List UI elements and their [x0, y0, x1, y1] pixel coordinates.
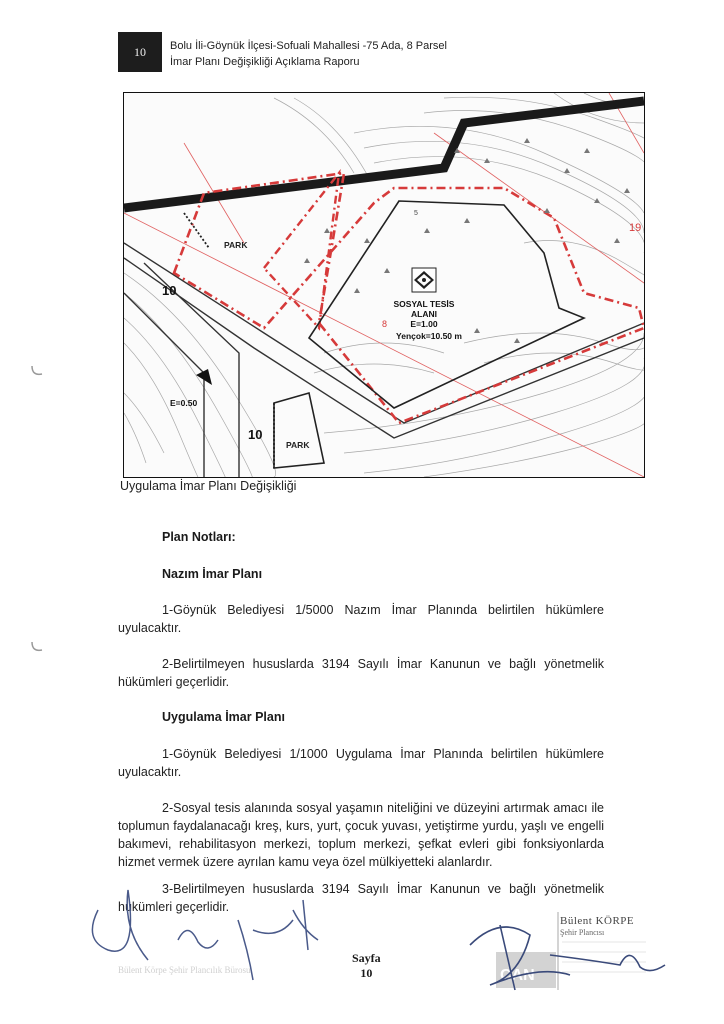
zoning-map [123, 92, 645, 478]
label-park-bottom: PARK [286, 440, 310, 450]
uygulama-note-2-text: 2-Sosyal tesis alanında sosyal yaşamın niteliğini ve düzeyini artırmak amacı ile toplumun faydalanacağı kreş, kurs, yurt, çocuk yuvası, yetiştirme yurdu, yaşlı ve engelli bakımevi, rehabilitasyon merkezi, toplum merkezi, şefkat evleri gibi fonksiyonlarda hizmet vermek üzere ayrılan kamu veya özel mülkiyetteki alanlardır. [118, 801, 604, 869]
nazim-note-1 [118, 601, 604, 637]
header-page-number: 10 [118, 32, 162, 72]
label-e-value: E=1.00 [410, 319, 438, 329]
stamp-planner-name: Bülent KÖRPE [560, 915, 635, 927]
plan-boundary [174, 173, 644, 423]
label-parcel-19: 19 [629, 222, 642, 234]
road-edges [124, 243, 644, 477]
footer-page-label: Sayfa [352, 951, 381, 965]
uygulama-note-3-text: 3-Belirtilmeyen hususlarda 3194 Sayılı İmar Kanunun ve bağlı yönetmelik hükümleri geçerlidir. [118, 882, 604, 914]
uygulama-note-1 [118, 745, 604, 781]
nazim-note-1-text: 1-Göynük Belediyesi 1/5000 Nazım İmar Planında belirtilen hükümlere uyulacaktır. [118, 603, 604, 635]
svg-text:CAN: CAN [500, 967, 535, 984]
uygulama-plan-heading: Uygulama İmar Planı [162, 710, 285, 724]
label-e-050: E=0.50 [170, 398, 198, 408]
main-road [124, 101, 644, 208]
label-contour-5: 5 [414, 210, 418, 217]
header-title [170, 38, 447, 70]
footer-page-number [352, 951, 381, 981]
tree-symbols [304, 138, 630, 343]
nazim-plan-heading: Nazım İmar Planı [162, 567, 263, 581]
contour-lines [124, 93, 644, 477]
header-line-1: Bolu İli-Göynük İlçesi-Sofuali Mahallesi -75 Ada, 8 Parsel [170, 40, 447, 52]
map-caption: Uygulama İmar Planı Değişikliği [120, 479, 297, 493]
nazim-note-2 [118, 655, 604, 691]
cadastral-lines [124, 93, 644, 477]
uygulama-note-1-text: 1-Göynük Belediyesi 1/1000 Uygulama İmar Planında belirtilen hükümlere uyulacaktır. [118, 747, 604, 779]
uygulama-note-3 [118, 880, 604, 916]
label-alani: ALANI [411, 309, 437, 319]
punch-mark-bottom [30, 640, 44, 659]
label-block-10-bottom: 10 [248, 427, 263, 442]
park-boundary-top [264, 173, 339, 328]
park-top-dotted-edge [184, 213, 209, 248]
punch-mark-top [30, 364, 44, 383]
footer-page-value: 10 [360, 966, 373, 980]
footer-office-watermark: Bülent Körpe Şehir Plancılık Bürosu [118, 965, 251, 975]
label-block-10-left: 10 [162, 283, 177, 298]
uygulama-note-2 [118, 799, 604, 871]
park-bottom-polygon [274, 393, 324, 468]
plan-notes-title: Plan Notları: [162, 530, 236, 544]
label-yencok: Yençok=10.50 m [396, 331, 462, 341]
label-parcel-8: 8 [382, 319, 388, 329]
header-line-2: İmar Planı Değişikliği Açıklama Raporu [170, 56, 360, 68]
sosyal-tesis-symbol-icon [412, 268, 436, 292]
label-sosyal-tesis: SOSYAL TESİS [393, 299, 455, 309]
nazim-note-2-text: 2-Belirtilmeyen hususlarda 3194 Sayılı İmar Kanunun ve bağlı yönetmelik hükümleri geçerlidir. [118, 657, 604, 689]
label-park-top: PARK [224, 240, 248, 250]
stamp-planner-title: Şehir Plancısı [560, 928, 605, 937]
